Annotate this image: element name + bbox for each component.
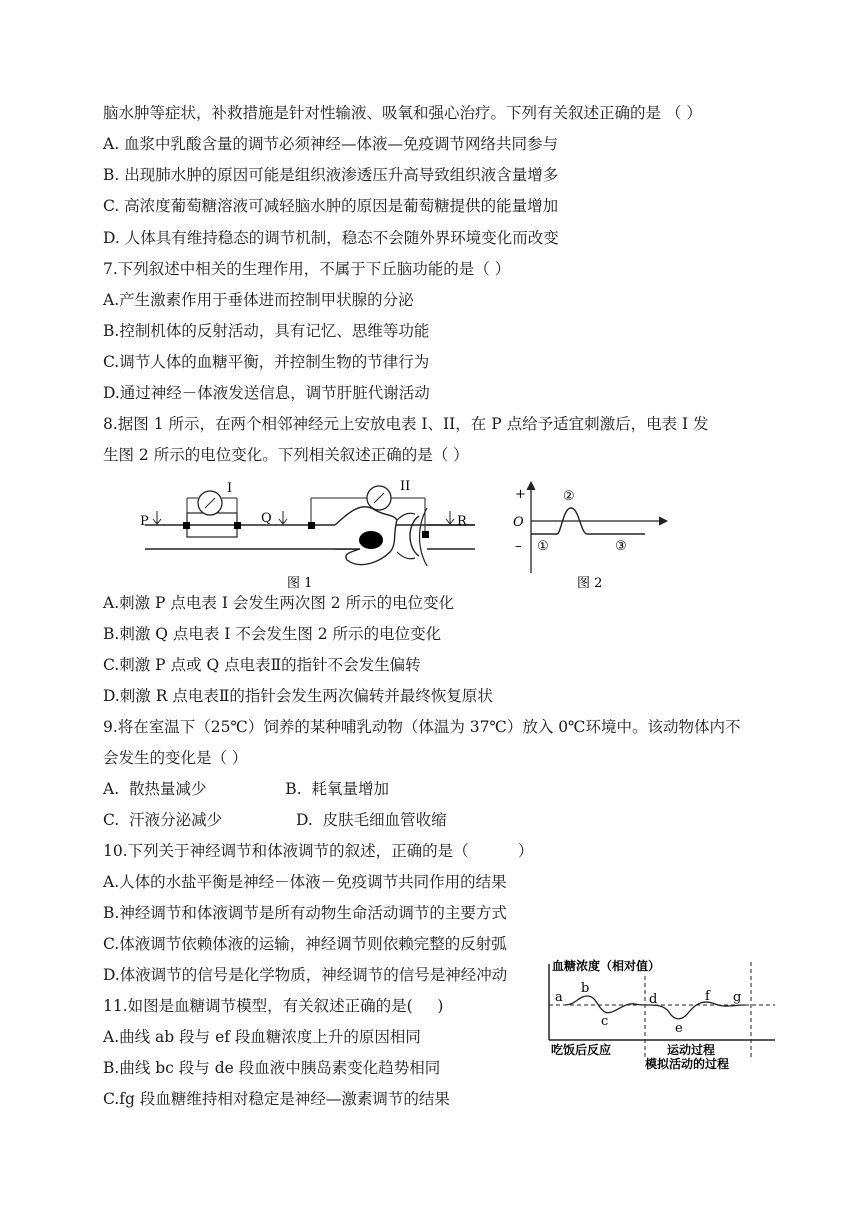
point-f: f [705,989,710,1004]
option-b-q10: B.神经调节和体液调节是所有动物生命活动调节的主要方式 [103,904,507,922]
question-7: 7.下列叙述中相关的生理作用，不属于下丘脑功能的是（ ） [103,260,511,278]
marker-1: ① [537,539,549,554]
question-8-line-1: 8.据图 1 所示，在两个相邻神经元上安放电表 I、II，在 P 点给予适宜刺激后，电表 I 发 [103,415,709,433]
figure-1-neuron-diagram [135,478,480,593]
question-10: 10.下列关于神经调节和体液调节的叙述，正确的是（ ） [103,842,534,860]
nucleus [359,531,383,549]
marker-3: ③ [615,539,627,554]
point-a: a [555,990,563,1005]
option-c-q10: C.体液调节依赖体液的运输，神经调节则依赖完整的反射弧 [103,935,507,953]
meter-2-label: II [400,479,411,494]
phase-exercise-label: 运动过程 [667,1043,716,1057]
option-c-q7: C.调节人体的血糖平衡，并控制生物的节律行为 [103,353,430,371]
point-d: d [649,992,658,1007]
option-b-q7: B.控制机体的反射活动，具有记忆、思维等功能 [103,322,430,340]
zero-label: O [513,515,524,530]
point-b: b [581,981,590,996]
question-11: 11.如图是血糖调节模型，有关叙述正确的是( ) [103,997,444,1015]
option-d-q6: D. 人体具有维持稳态的调节机制，稳态不会随外界环境变化而改变 [103,229,559,247]
plus-label: + [515,487,526,502]
option-d-q10: D.体液调节的信号是化学物质，神经调节的信号是神经冲动 [103,966,508,984]
point-r-label: R [457,514,467,529]
point-c: c [601,1014,609,1029]
point-p-label: P [140,514,149,529]
option-b-q11: B.曲线 bc 段与 de 段血液中胰岛素变化趋势相同 [103,1059,441,1077]
question-8-line-2: 生图 2 所示的电位变化。下列相关叙述正确的是（ ） [103,446,469,464]
option-a-q10: A.人体的水盐平衡是神经－体液－免疫调节共同作用的结果 [103,873,507,891]
question-9-line-2: 会发生的变化是（ ） [103,749,248,767]
option-a-q11: A.曲线 ab 段与 ef 段血糖浓度上升的原因相同 [103,1028,421,1046]
point-q-label: Q [261,511,272,526]
option-c-q6: C. 高浓度葡萄糖溶液可减轻脑水肿的原因是葡萄糖提供的能量增加 [103,197,559,215]
marker-2: ② [563,489,575,504]
x-axis-title: 模拟活动的过程 [645,1057,730,1070]
figure-2-caption: 图 2 [577,576,603,591]
option-c-q8: C.刺激 P 点或 Q 点电表Ⅱ的指针不会发生偏转 [103,656,421,674]
option-a-q7: A.产生激素作用于垂体进而控制甲状腺的分泌 [103,291,414,309]
option-b-q6: B. 出现肺水肿的原因可能是组织液渗透压升高导致组织液含量增多 [103,166,559,184]
option-a-q6: A. 血浆中乳酸含量的调节必须神经—体液—免疫调节网络共同参与 [103,135,559,153]
point-g: g [733,990,742,1005]
electrode-1b [234,522,241,529]
option-c-q11: C.fg 段血糖维持相对稳定是神经—激素调节的结果 [103,1090,450,1108]
question-9-line-1: 9.将在室温下（25℃）饲养的某种哺乳动物（体温为 37℃）放入 0℃环境中。该动物体内不 [103,718,741,736]
options-ab-q9: A. 散热量减少 B. 耗氧量增加 [103,780,389,798]
meter-1-label: I [227,481,233,496]
electrode-2b [422,531,429,538]
option-a-q8: A.刺激 P 点电表 I 会发生两次图 2 所示的电位变化 [103,594,455,612]
point-e: e [675,1021,683,1036]
options-cd-q9: C. 汗液分泌减少 D. 皮肤毛细血管收缩 [103,811,447,829]
figure-blood-glucose-model [545,952,780,1070]
option-d-q8: D.刺激 R 点电表Ⅱ的指针会发生两次偏转并最终恢复原状 [103,687,493,705]
phase-meal-label: 吃饭后反应 [551,1043,612,1057]
text-line-1: 脑水肿等症状，补救措施是针对性输液、吸氧和强心治疗。下列有关叙述正确的是 （ ） [103,104,702,122]
minus-label: – [515,539,522,554]
electrode-1a [183,522,190,529]
y-axis-title: 血糖浓度（相对值） [552,959,661,973]
option-d-q7: D.通过神经－体液发送信息，调节肝脏代谢活动 [103,384,430,402]
figure-1-caption: 图 1 [287,576,313,591]
figure-2-potential-graph [505,478,680,593]
electrode-2a [308,522,315,529]
option-b-q8: B.刺激 Q 点电表 I 不会发生图 2 所示的电位变化 [103,625,442,643]
